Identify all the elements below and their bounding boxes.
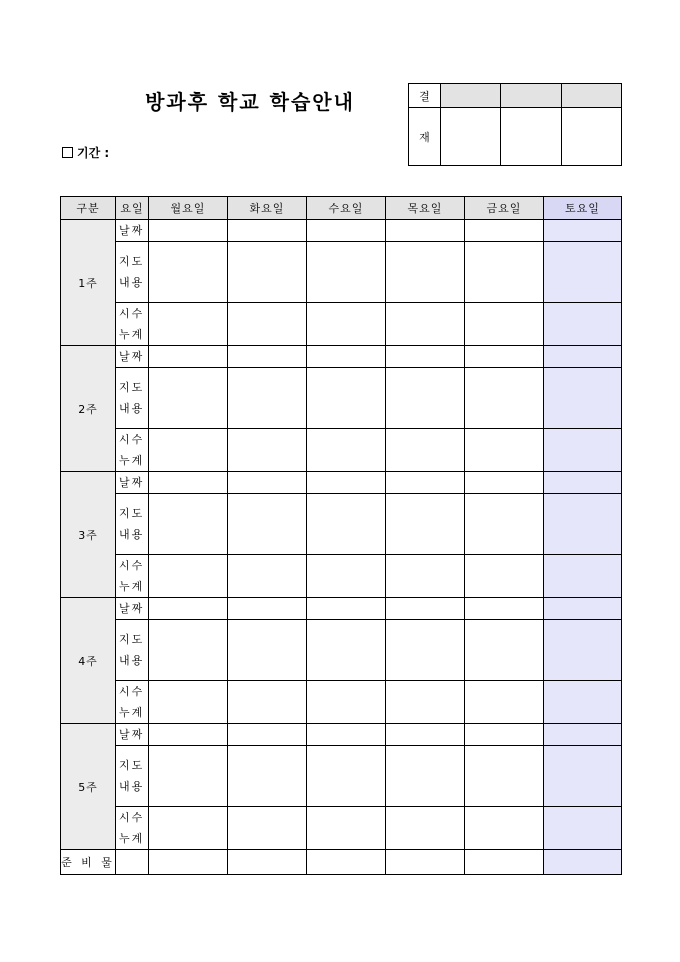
hours-cell[interactable] bbox=[149, 807, 228, 850]
header-wednesday: 수요일 bbox=[307, 197, 386, 220]
content-cell[interactable] bbox=[544, 242, 622, 303]
row-label-date: 날짜 bbox=[116, 724, 149, 746]
content-cell[interactable] bbox=[544, 494, 622, 555]
row-label-date: 날짜 bbox=[116, 346, 149, 368]
row-label-content: 지도 내용 bbox=[116, 494, 149, 555]
content-cell[interactable] bbox=[544, 746, 622, 807]
hours-cell[interactable] bbox=[228, 429, 307, 472]
hours-cell[interactable] bbox=[465, 555, 544, 598]
date-cell[interactable] bbox=[544, 220, 622, 242]
content-cell[interactable] bbox=[544, 620, 622, 681]
content-cell[interactable] bbox=[386, 242, 465, 303]
header-saturday: 토요일 bbox=[544, 197, 622, 220]
date-cell[interactable] bbox=[386, 598, 465, 620]
hours-cell[interactable] bbox=[465, 681, 544, 724]
approval-header-cell bbox=[561, 84, 621, 108]
hours-cell[interactable] bbox=[544, 429, 622, 472]
date-cell[interactable] bbox=[544, 724, 622, 746]
content-cell[interactable] bbox=[228, 494, 307, 555]
content-cell[interactable] bbox=[386, 494, 465, 555]
date-cell[interactable] bbox=[307, 472, 386, 494]
row-label-date: 날짜 bbox=[116, 220, 149, 242]
content-cell[interactable] bbox=[465, 620, 544, 681]
date-cell[interactable] bbox=[544, 598, 622, 620]
date-cell[interactable] bbox=[228, 598, 307, 620]
table-row bbox=[61, 346, 622, 368]
content-cell[interactable] bbox=[465, 746, 544, 807]
date-cell[interactable] bbox=[465, 472, 544, 494]
hours-cell[interactable] bbox=[544, 807, 622, 850]
header-category: 구분 bbox=[61, 197, 116, 220]
hours-cell[interactable] bbox=[149, 681, 228, 724]
date-cell[interactable] bbox=[307, 724, 386, 746]
date-cell[interactable] bbox=[228, 220, 307, 242]
approval-label-bottom: 재 bbox=[409, 108, 441, 166]
hours-cell[interactable] bbox=[307, 681, 386, 724]
row-label-content: 지도 내용 bbox=[116, 368, 149, 429]
table-row bbox=[61, 242, 622, 303]
hours-cell[interactable] bbox=[386, 681, 465, 724]
content-cell[interactable] bbox=[149, 494, 228, 555]
table-row bbox=[61, 620, 622, 681]
header-tuesday: 화요일 bbox=[228, 197, 307, 220]
hours-cell[interactable] bbox=[149, 555, 228, 598]
content-cell[interactable] bbox=[307, 746, 386, 807]
week-label: 2주 bbox=[61, 346, 116, 472]
approval-sign-cell bbox=[501, 108, 561, 166]
table-row bbox=[61, 555, 622, 598]
hours-cell[interactable] bbox=[228, 681, 307, 724]
supplies-cell[interactable] bbox=[386, 850, 465, 875]
date-cell[interactable] bbox=[149, 724, 228, 746]
hours-cell[interactable] bbox=[307, 429, 386, 472]
date-cell[interactable] bbox=[228, 724, 307, 746]
period-label: 기간 : bbox=[77, 146, 110, 160]
table-row bbox=[61, 598, 622, 620]
content-cell[interactable] bbox=[228, 242, 307, 303]
hours-cell[interactable] bbox=[544, 303, 622, 346]
approval-box bbox=[408, 83, 622, 166]
hours-cell[interactable] bbox=[386, 555, 465, 598]
approval-header-cell bbox=[441, 84, 501, 108]
supplies-cell[interactable] bbox=[228, 850, 307, 875]
table-row bbox=[61, 746, 622, 807]
document-title: 방과후 학교 학습안내 bbox=[145, 90, 355, 114]
content-cell[interactable] bbox=[149, 242, 228, 303]
table-row bbox=[61, 494, 622, 555]
date-cell[interactable] bbox=[228, 346, 307, 368]
row-label-date: 날짜 bbox=[116, 598, 149, 620]
hours-cell[interactable] bbox=[149, 429, 228, 472]
content-cell[interactable] bbox=[465, 368, 544, 429]
content-cell[interactable] bbox=[228, 746, 307, 807]
date-cell[interactable] bbox=[465, 220, 544, 242]
header-thursday: 목요일 bbox=[386, 197, 465, 220]
row-label-hours: 시수 누계 bbox=[116, 429, 149, 472]
hours-cell[interactable] bbox=[386, 429, 465, 472]
hours-cell[interactable] bbox=[465, 807, 544, 850]
checkbox-square-icon bbox=[62, 147, 73, 158]
row-label-date: 날짜 bbox=[116, 472, 149, 494]
period-line bbox=[62, 144, 109, 161]
content-cell[interactable] bbox=[307, 494, 386, 555]
row-label-content: 지도 내용 bbox=[116, 242, 149, 303]
content-cell[interactable] bbox=[149, 368, 228, 429]
hours-cell[interactable] bbox=[307, 807, 386, 850]
date-cell[interactable] bbox=[465, 346, 544, 368]
supplies-cell[interactable] bbox=[544, 850, 622, 875]
header-day: 요일 bbox=[116, 197, 149, 220]
supplies-cell[interactable] bbox=[307, 850, 386, 875]
table-row bbox=[61, 724, 622, 746]
schedule-table bbox=[60, 196, 622, 875]
table-row bbox=[61, 368, 622, 429]
hours-cell[interactable] bbox=[307, 555, 386, 598]
table-row bbox=[61, 681, 622, 724]
week-label: 4주 bbox=[61, 598, 116, 724]
approval-sign-cell bbox=[441, 108, 501, 166]
table-row bbox=[61, 429, 622, 472]
week-label: 3주 bbox=[61, 472, 116, 598]
table-row bbox=[61, 850, 622, 875]
date-cell[interactable] bbox=[149, 472, 228, 494]
row-label-hours: 시수 누계 bbox=[116, 807, 149, 850]
hours-cell[interactable] bbox=[386, 303, 465, 346]
hours-cell[interactable] bbox=[465, 303, 544, 346]
date-cell[interactable] bbox=[149, 346, 228, 368]
table-row bbox=[61, 807, 622, 850]
hours-cell[interactable] bbox=[544, 681, 622, 724]
hours-cell[interactable] bbox=[386, 807, 465, 850]
approval-sign-cell bbox=[561, 108, 621, 166]
date-cell[interactable] bbox=[386, 346, 465, 368]
date-cell[interactable] bbox=[544, 472, 622, 494]
content-cell[interactable] bbox=[544, 368, 622, 429]
date-cell[interactable] bbox=[307, 346, 386, 368]
hours-cell[interactable] bbox=[465, 429, 544, 472]
row-label-content: 지도 내용 bbox=[116, 746, 149, 807]
week-label: 5주 bbox=[61, 724, 116, 850]
date-cell[interactable] bbox=[465, 724, 544, 746]
hours-cell[interactable] bbox=[149, 303, 228, 346]
hours-cell[interactable] bbox=[228, 303, 307, 346]
content-cell[interactable] bbox=[386, 368, 465, 429]
supplies-day-cell[interactable] bbox=[116, 850, 149, 875]
date-cell[interactable] bbox=[307, 598, 386, 620]
date-cell[interactable] bbox=[386, 472, 465, 494]
header-monday: 월요일 bbox=[149, 197, 228, 220]
content-cell[interactable] bbox=[149, 746, 228, 807]
table-row bbox=[61, 303, 622, 346]
content-cell[interactable] bbox=[149, 620, 228, 681]
content-cell[interactable] bbox=[307, 242, 386, 303]
header-friday: 금요일 bbox=[465, 197, 544, 220]
content-cell[interactable] bbox=[386, 620, 465, 681]
content-cell[interactable] bbox=[386, 746, 465, 807]
supplies-cell[interactable] bbox=[465, 850, 544, 875]
row-label-hours: 시수 누계 bbox=[116, 303, 149, 346]
content-cell[interactable] bbox=[307, 620, 386, 681]
supplies-cell[interactable] bbox=[149, 850, 228, 875]
date-cell[interactable] bbox=[386, 724, 465, 746]
week-label: 1주 bbox=[61, 220, 116, 346]
date-cell[interactable] bbox=[149, 220, 228, 242]
row-label-content: 지도 내용 bbox=[116, 620, 149, 681]
date-cell[interactable] bbox=[228, 472, 307, 494]
content-cell[interactable] bbox=[307, 368, 386, 429]
hours-cell[interactable] bbox=[228, 555, 307, 598]
approval-label-top: 결 bbox=[409, 84, 441, 108]
hours-cell[interactable] bbox=[228, 807, 307, 850]
content-cell[interactable] bbox=[465, 242, 544, 303]
hours-cell[interactable] bbox=[544, 555, 622, 598]
table-row bbox=[61, 472, 622, 494]
content-cell[interactable] bbox=[228, 620, 307, 681]
date-cell[interactable] bbox=[307, 220, 386, 242]
date-cell[interactable] bbox=[544, 346, 622, 368]
content-cell[interactable] bbox=[228, 368, 307, 429]
row-label-hours: 시수 누계 bbox=[116, 681, 149, 724]
table-row bbox=[61, 220, 622, 242]
approval-header-cell bbox=[501, 84, 561, 108]
date-cell[interactable] bbox=[386, 220, 465, 242]
hours-cell[interactable] bbox=[307, 303, 386, 346]
supplies-label: 준 비 물 bbox=[61, 850, 116, 875]
row-label-hours: 시수 누계 bbox=[116, 555, 149, 598]
date-cell[interactable] bbox=[149, 598, 228, 620]
content-cell[interactable] bbox=[465, 494, 544, 555]
date-cell[interactable] bbox=[465, 598, 544, 620]
